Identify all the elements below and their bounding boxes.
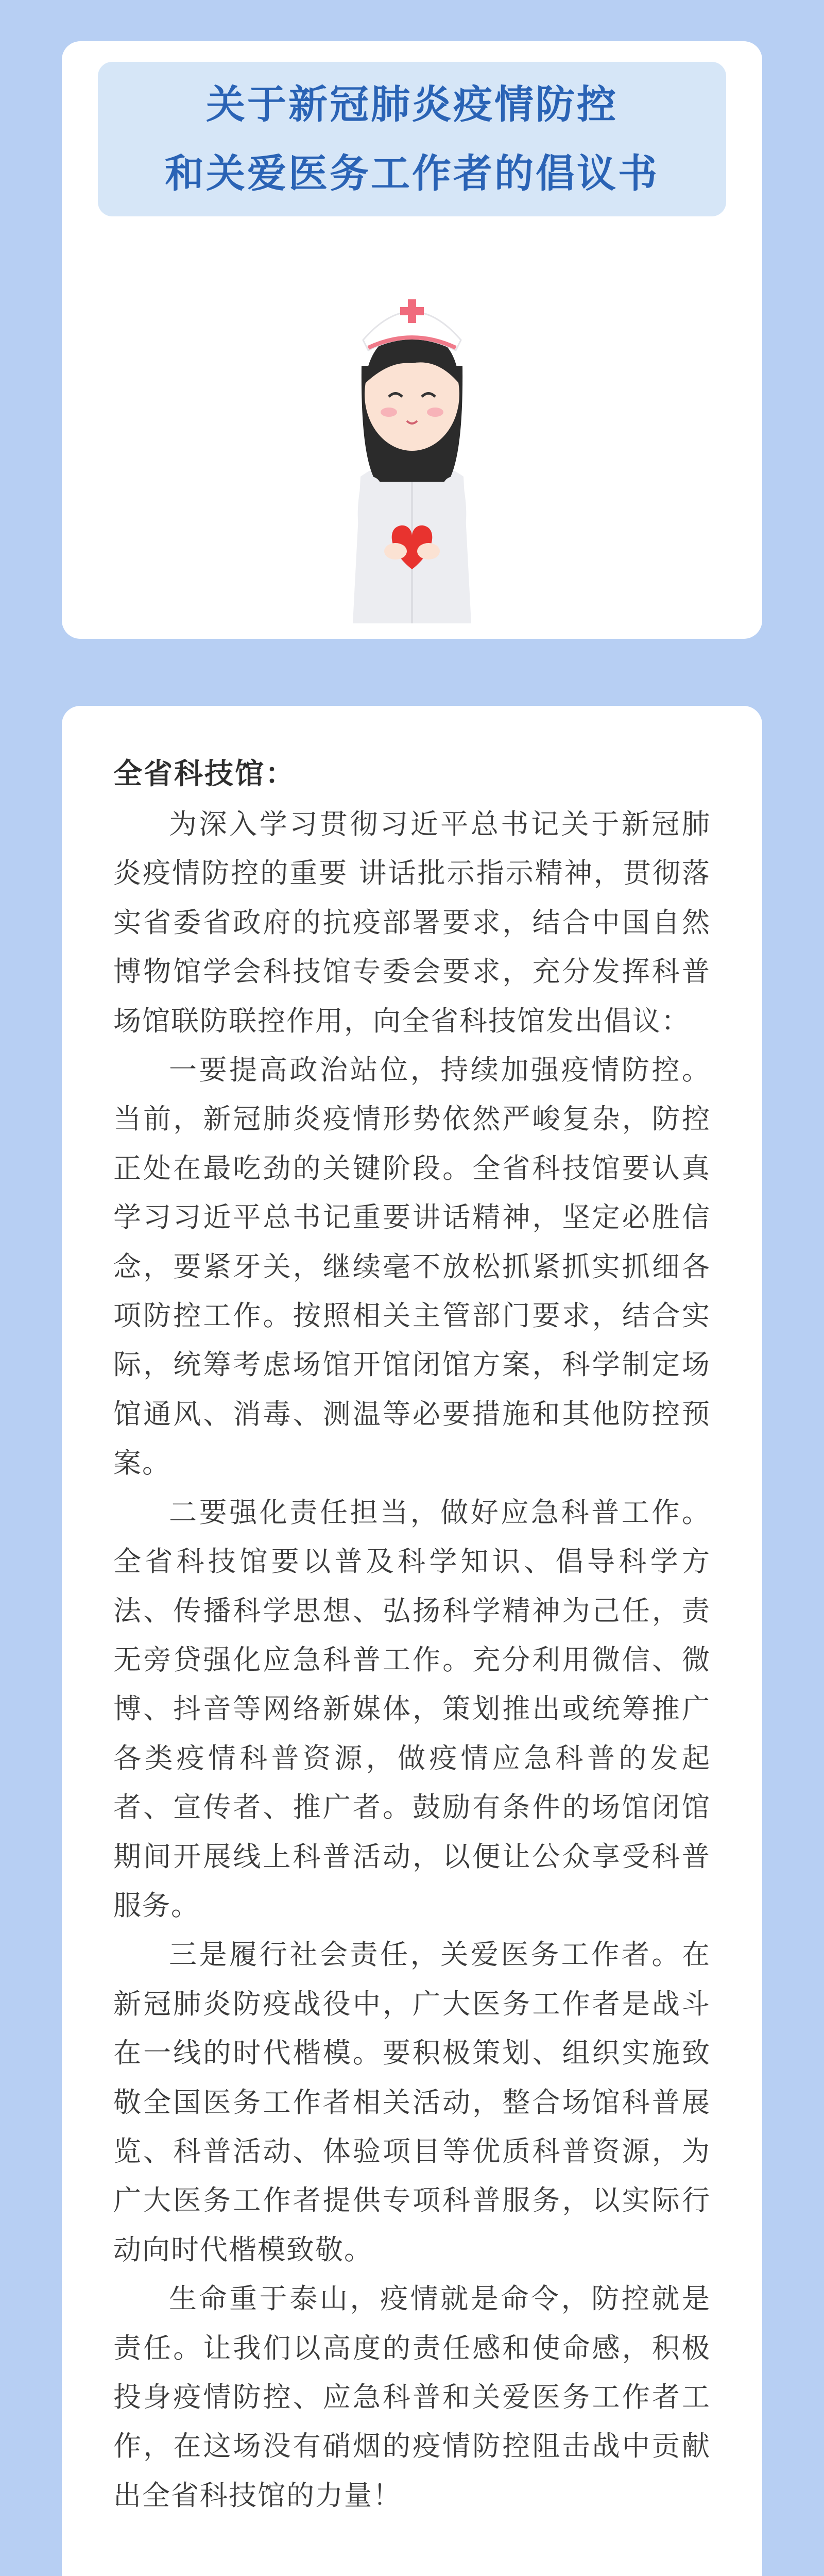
title-line-1: 关于新冠肺炎疫情防控 <box>206 81 618 127</box>
nurse-illustration <box>340 255 484 626</box>
letter-card <box>62 706 762 2576</box>
letter-greeting: 全省科技馆： <box>113 757 296 791</box>
header-card <box>62 41 762 639</box>
letter-paragraph: 生命重于泰山，疫情就是命令，防控就是责任。让我们以高度的责任感和使命感，积极投身疫情防控、应急科普和关爱医务工作者工作，在这场没有硝烟的疫情防控阻击战中贡献出全省科技馆的力量！ <box>113 2282 711 2512</box>
letter-paragraph: 为深入学习贯彻习近平总书记关于新冠肺炎疫情防控的重要 讲话批示指示精神，贯彻落实省委省政府的抗疫部署要求，结合中国自然博物馆学会科技馆专委会要求，充分发挥科普场馆联防联控作用，向全省科技馆发出倡议： <box>113 808 711 1037</box>
letter-body <box>113 800 711 2520</box>
title-line-2: 和关爱医务工作者的倡议书 <box>165 150 659 196</box>
letter-paragraph: 二要强化责任担当，做好应急科普工作。全省科技馆要以普及科学知识、倡导科学方法、传播科学思想、弘扬科学精神为己任，责无旁贷强化应急科普工作。充分利用微信、微博、抖音等网络新媒体，策划推出或统筹推广各类疫情科普资源，做疫情应急科普的发起者、宣传者、推广者。鼓励有条件的场馆闭馆期间开展线上科普活动，以便让公众享受科普服务。 <box>113 1496 711 1922</box>
page-title <box>98 62 726 216</box>
letter-paragraph: 三是履行社会责任，关爱医务工作者。在新冠肺炎防疫战役中，广大医务工作者是战斗在一线的时代楷模。要积极策划、组织实施致敬全国医务工作者相关活动，整合场馆科普展览、科普活动、体验项目等优质科普资源，为广大医务工作者提供专项科普服务，以实际行动向时代楷模致敬。 <box>113 1938 711 2266</box>
letter-paragraph: 一要提高政治站位，持续加强疫情防控。当前，新冠肺炎疫情形势依然严峻复杂，防控正处在最吃劲的关键阶段。全省科技馆要认真学习习近平总书记重要讲话精神，坚定必胜信念，要紧牙关，继续毫不放松抓紧抓实抓细各项防控工作。按照相关主管部门要求，结合实际，统筹考虑场馆开馆闭馆方案，科学制定场馆通风、消毒、测温等必要措施和其他防控预案。 <box>113 1054 711 1480</box>
